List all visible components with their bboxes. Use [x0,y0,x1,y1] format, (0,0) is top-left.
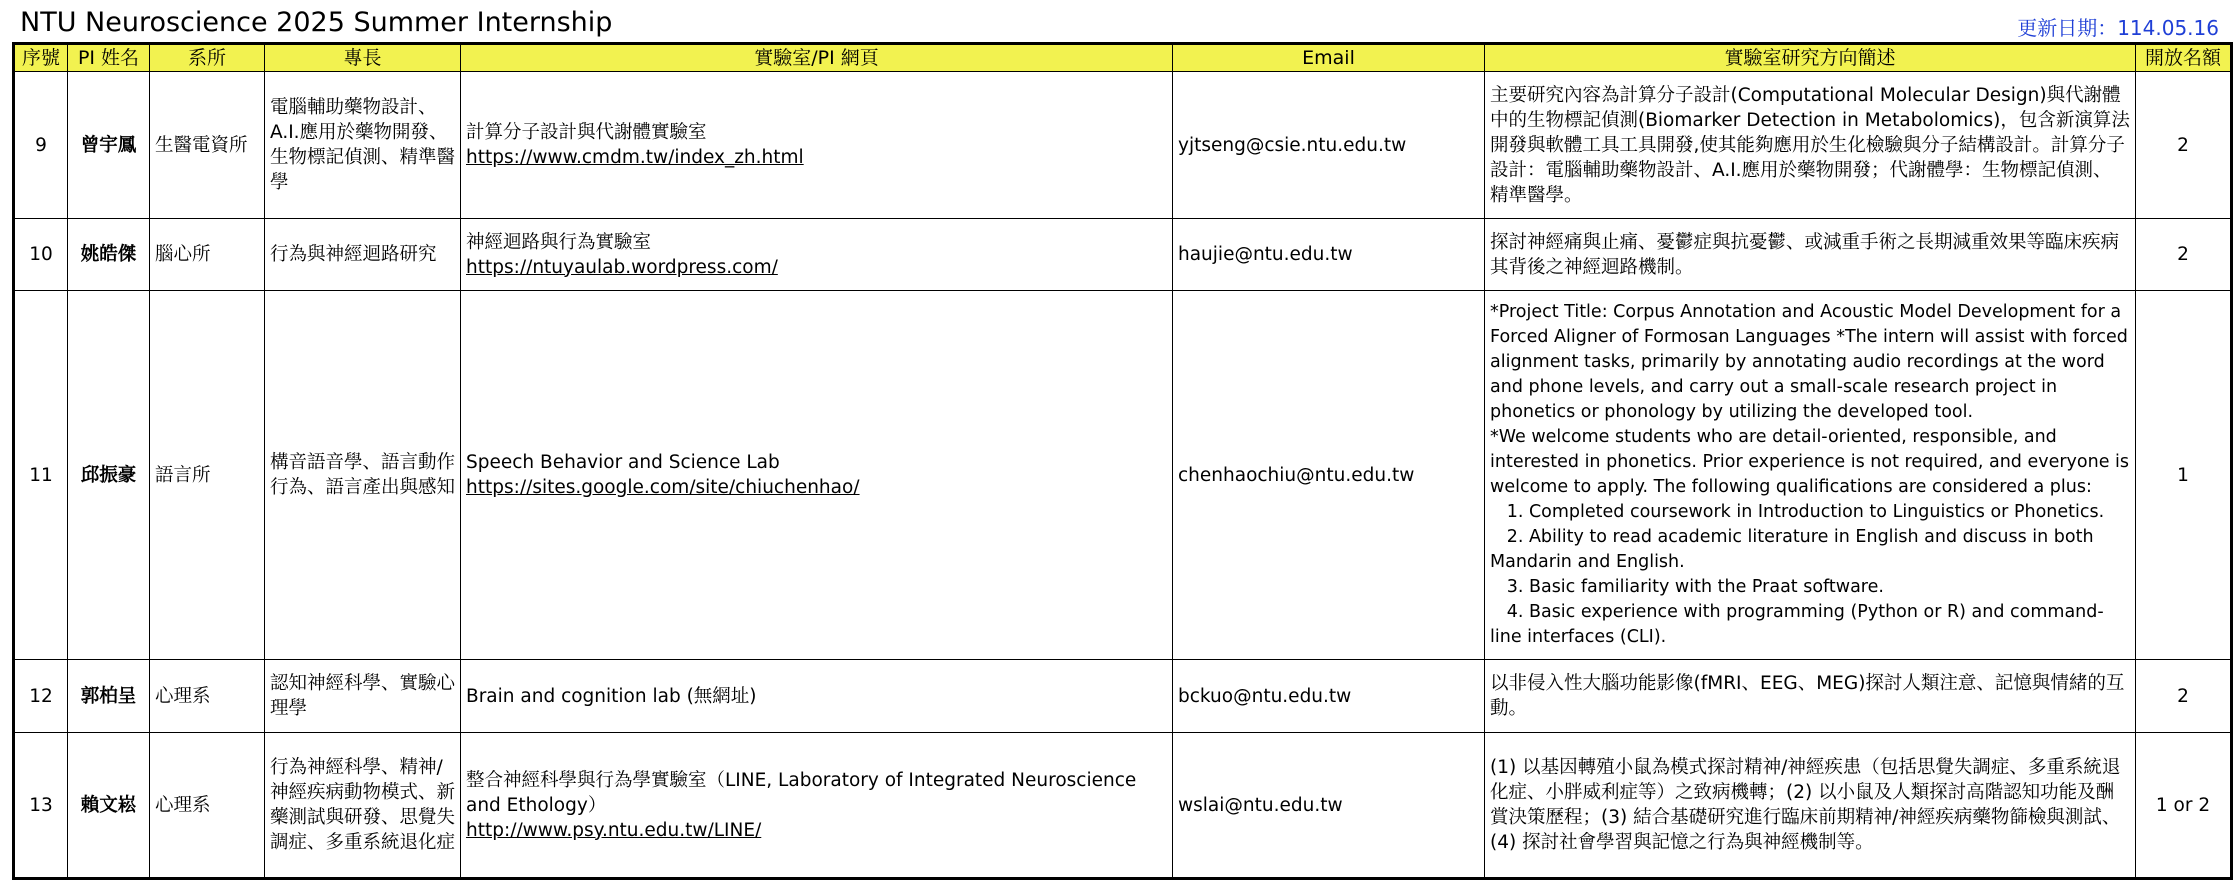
expertise: 行為神經科學、精神/神經疾病動物模式、新藥測試與研發、思覺失調症、多重系統退化症 [265,733,461,879]
lab-name: Speech Behavior and Science Lab [466,452,780,473]
header-lab: 實驗室/PI 網頁 [461,44,1173,72]
research-paragraph: 以非侵入性大腦功能影像(fMRI、EEG、MEG)探討人類注意、記憶與情緒的互動。 [1490,673,2125,719]
quota: 1 [2136,291,2232,660]
email[interactable]: bckuo@ntu.edu.tw [1173,660,1485,733]
lab-name: 整合神經科學與行為學實驗室（LINE, Laboratory of Integrated Neuroscience and Ethology） [466,769,1137,816]
email[interactable]: wslai@ntu.edu.tw [1173,733,1485,879]
research-summary [1485,660,2136,733]
header-email: Email [1173,44,1485,72]
department: 語言所 [150,291,265,660]
lab-name: 計算分子設計與代謝體實驗室 [466,122,707,143]
row-no: 11 [14,291,68,660]
research-paragraph: 2. Ability to read academic literature in English and discuss in both Mandarin and English. [1490,527,2100,572]
research-paragraph: 探討神經痛與止痛、憂鬱症與抗憂鬱、或減重手術之長期減重效果等臨床疾病其背後之神經迴路機制。 [1490,231,2120,278]
quota: 2 [2136,660,2232,733]
research-paragraph: 4. Basic experience with programming (Python or R) and command-line interfaces (CLI). [1490,602,2104,647]
page-title: NTU Neuroscience 2025 Summer Internship [20,7,613,38]
table-row [14,733,2232,879]
table-row [14,660,2232,733]
header-dept: 系所 [150,44,265,72]
lab-cell [461,733,1173,879]
research-paragraph: *Project Title: Corpus Annotation and Acoustic Model Development for a Forced Aligner of Formosan Languages *The intern will assist with forced alignment tasks, primarily by annotating audio recordings at the word and phone levels, and carry out a small-scale research project in phonetics or phonology by utilizing the developed tool. [1490,302,2128,422]
email[interactable]: chenhaochiu@ntu.edu.tw [1173,291,1485,660]
table-row [14,72,2232,219]
expertise: 行為與神經迴路研究 [265,219,461,291]
research-paragraph: 1. Completed coursework in Introduction to Linguistics or Phonetics. [1490,502,2105,522]
department: 腦心所 [150,219,265,291]
pi-name: 曾宇鳳 [68,72,150,219]
expertise: 電腦輔助藥物設計、A.I.應用於藥物開發、生物標記偵測、精準醫學 [265,72,461,219]
department: 心理系 [150,733,265,879]
research-summary [1485,291,2136,660]
row-no: 12 [14,660,68,733]
row-no: 13 [14,733,68,879]
updated-date: 更新日期：114.05.16 [2017,16,2219,40]
lab-url-link[interactable]: https://ntuyaulab.wordpress.com/ [466,256,778,278]
header-expertise: 專長 [265,44,461,72]
lab-cell [461,219,1173,291]
lab-url-link[interactable]: http://www.psy.ntu.edu.tw/LINE/ [466,819,762,841]
lab-name: 神經迴路與行為實驗室 [466,231,652,253]
lab-url-link[interactable]: https://sites.google.com/site/chiuchenhao/ [466,477,860,498]
lab-url-link[interactable]: https://www.cmdm.tw/index_zh.html [466,147,804,168]
research-summary [1485,72,2136,219]
table-row [14,291,2232,660]
header-row [14,44,2232,72]
research-paragraph: 主要研究內容為計算分子設計(Computational Molecular Design)與代謝體中的生物標記偵測(Biomarker Detection in Metabolomics)，包含新演算法開發與軟體工具工具開發,使其能夠應用於生化檢驗與分子結構設計。計算分子設計：電腦輔助藥物設計、A.I.應用於藥物開發；代謝體學：生物標記偵測、精準醫學。 [1490,84,2130,206]
pi-name: 郭柏呈 [68,660,150,733]
email[interactable]: haujie@ntu.edu.tw [1173,219,1485,291]
lab-name: Brain and cognition lab (無網址) [466,685,757,707]
department: 生醫電資所 [150,72,265,219]
row-no: 10 [14,219,68,291]
lab-cell [461,291,1173,660]
expertise: 構音語音學、語言動作行為、語言產出與感知 [265,291,461,660]
quota: 2 [2136,72,2232,219]
quota: 2 [2136,219,2232,291]
research-paragraph: *We welcome students who are detail-oriented, responsible, and interested in phonetics. Prior experience is not required, and everyone is welcome to apply. The following qualifications are considered a plus: [1490,427,2130,497]
table-row [14,219,2232,291]
row-no: 9 [14,72,68,219]
header-no: 序號 [14,44,68,72]
header-pi: PI 姓名 [68,44,150,72]
pi-name: 邱振豪 [68,291,150,660]
header-research: 實驗室研究方向簡述 [1485,44,2136,72]
department: 心理系 [150,660,265,733]
research-paragraph: (1) 以基因轉殖小鼠為模式探討精神/神經疾患（包括思覺失調症、多重系統退化症、小胖威利症等）之致病機轉；(2) 以小鼠及人類探討高階認知功能及酬賞決策歷程；(3) 結合基礎研究進行臨床前期精神/神經疾病藥物篩檢與測試、(4) 探討社會學習與記憶之行為與神經機制等。 [1490,757,2121,853]
research-summary [1485,219,2136,291]
quota: 1 or 2 [2136,733,2232,879]
research-summary [1485,733,2136,879]
expertise: 認知神經科學、實驗心理學 [265,660,461,733]
internship-table [12,42,2233,880]
pi-name: 姚皓傑 [68,219,150,291]
lab-cell [461,72,1173,219]
research-paragraph: 3. Basic familiarity with the Praat software. [1490,577,1884,597]
email[interactable]: yjtseng@csie.ntu.edu.tw [1173,72,1485,219]
lab-cell [461,660,1173,733]
pi-name: 賴文崧 [68,733,150,879]
header-quota: 開放名額 [2136,44,2232,72]
